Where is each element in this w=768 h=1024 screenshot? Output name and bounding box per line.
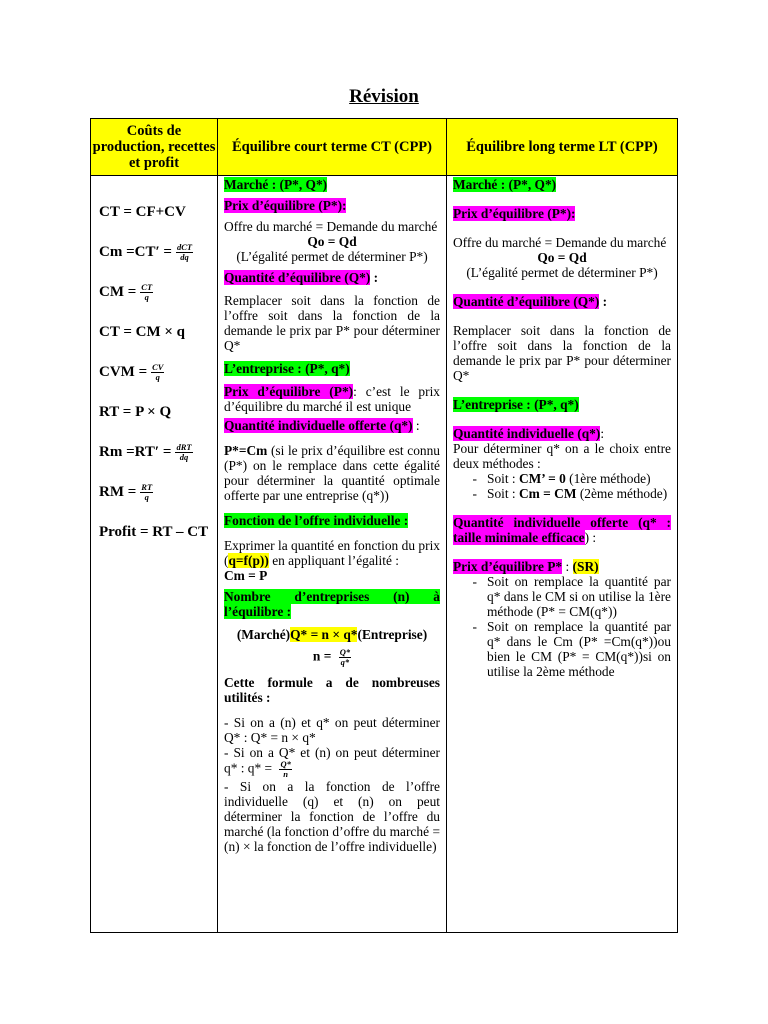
method-2-replace: - Soit on remplace la quantité par q* dans le Cm (P* =Cm(q*))ou bien le CM (P* = CM(q*))si on utilise la 2ème méthode: [472, 619, 671, 679]
equality-note: (L’égalité permet de déterminer P*): [236, 249, 428, 264]
fraction: $\frac{RT}{q}$: [141, 481, 153, 502]
formula-cm-marginal: Cm =CT′ = $\frac{\text{dCT}}{dq}$: [99, 241, 193, 262]
formula-cvm: CVM = $\frac{CV}{q}$: [99, 361, 164, 382]
use-3: - Si on a la fonction de l’offre individuelle (q) et (n) on peut déterminer la fonction de l’offre du marché (la fonction d’offre du marché = (n) × la fonction de l’offre individuelle): [224, 779, 440, 854]
use-2: - Si on a Q* et (n) on peut déterminer q* : q* = $\frac{Q*}{n}$: [224, 745, 440, 779]
fraction: $\frac{CV}{q}$: [152, 361, 164, 382]
q-equals-f-p: q=f(p)): [228, 553, 269, 568]
long-term-column: Marché : (P*, Q*) Prix d’équilibre (P*): Offre du marché = Demande du marché Qo = Qd (L’égalité permet de déterminer P*) Quantité d’équilibre (Q*) : Remplacer soit dans la fonction de l’offre soit dans la fonction de la demande le prix par P* pour déterminer Q* L’entreprise : (P*, q*) Quantité individuelle (q*): Pour déterminer q* on a le choix entre deux méthodes : - Soit : CM’ = 0 (1ère méthode) - Soit : Cm = CM (2ème méthode) Quantité individuelle offerte (q* : taille minimale efficace) : Prix d’équilibre P* : (SR) - Soit on remplace la quantité par q* dans le CM si on utilise la 1ère méthode (P* = CM(q*)) - Soit on remplace la quantité par q* dans le Cm (P* =Cm(q*))ou bien le CM (P* = CM(q*))si on utilise la 2ème méthode: [453, 177, 671, 679]
table-header-row: [91, 119, 677, 176]
supply-demand-text: Offre du marché = Demande du marché: [453, 235, 667, 250]
supply-demand-text: Offre du marché = Demande du marché: [224, 219, 438, 234]
formula-rm-marginal: Rm =RT′ = $\frac{\text{dRT}}{dq}$: [99, 441, 192, 462]
equilibrium-price-label: Prix d’équilibre (P*):: [453, 206, 576, 221]
number-of-firms-label: Nombre d’entreprises (n) à l’équilibre :: [224, 589, 440, 619]
formulas-column: [91, 176, 218, 932]
equilibrium-quantity-label: Quantité d’équilibre (Q*): [453, 294, 600, 309]
firm-label: L’entreprise : (P*, q*): [453, 397, 579, 412]
firm-price-label: Prix d’équilibre (P*): [224, 384, 354, 399]
fraction: $\frac{\text{dCT}}{dq}$: [176, 241, 193, 262]
formula-ct: CT = CF+CV: [99, 203, 186, 220]
formula-cm-average: CM = $\frac{CT}{q}$: [99, 281, 153, 302]
cm-equals-p: Cm = P: [224, 568, 268, 583]
fraction: $\frac{Q*}{q*}$: [339, 647, 351, 667]
equilibrium-price-label: Prix d’équilibre (P*):: [224, 198, 347, 213]
p-equals-cm: P*=Cm: [224, 443, 268, 458]
header-short-term: Équilibre court terme CT (CPP): [218, 119, 447, 175]
header-long-term: Équilibre long terme LT (CPP): [466, 139, 658, 155]
method-2: - Soit : Cm = CM (2ème méthode): [472, 486, 668, 501]
sr-badge: (SR): [572, 559, 599, 574]
equilibrium-quantity-label: Quantité d’équilibre (Q*): [224, 270, 371, 285]
fraction: $\frac{\text{dRT}}{dq}$: [176, 441, 192, 462]
replace-text: Remplacer soit dans la fonction de l’offre soit dans la fonction de la demande le prix par P* pour déterminer Q*: [224, 293, 440, 353]
equality-note: (L’égalité permet de déterminer P*): [466, 265, 658, 280]
market-label: Marché : (P*, Q*): [453, 177, 557, 192]
qo-qd-equation: Qo = Qd: [307, 234, 357, 249]
individual-quantity-label: Quantité individuelle (q*): [453, 426, 601, 441]
formula-profit: Profit = RT – CT: [99, 523, 209, 540]
formula-rt: RT = P × Q: [99, 403, 172, 420]
individual-supply-function-label: Fonction de l’offre individuelle :: [224, 513, 409, 528]
fraction: $\frac{Q*}{n}$: [280, 759, 291, 779]
two-methods-text: Pour déterminer q* on a le choix entre deux méthodes :: [453, 441, 671, 471]
equilibrium-price-p-label: Prix d’équilibre P*: [453, 559, 563, 574]
revision-table: [90, 118, 678, 933]
method-1: - Soit : CM’ = 0 (1ère méthode): [472, 471, 651, 486]
short-term-column: Marché : (P*, Q*) Prix d’équilibre (P*): Offre du marché = Demande du marché Qo = Qd (L’égalité permet de déterminer P*) Quantité d’équilibre (Q*) : Remplacer soit dans la fonction de l’offre soit dans la fonction de la demande le prix par P* pour déterminer Q* L’entreprise : (P*, q*) Prix d’équilibre (P*): c’est le prix d’équilibre du marché il est unique Quantité individuelle offerte (q*) : P*=Cm (si le prix d’équilibre est connu (P*) on le remplace dans cette égalité pour déterminer la quantité optimale offerte par une entreprise (q*)) Fonction de l’offre individuelle : Exprimer la quantité en fonction du prix (q=f(p)) en appliquant l’égalité : Cm = P Nombre d’entreprises (n) à l’équilibre : (Marché)Q* = n × q*(Entreprise) n = $\frac{Q*}{q*}$ Cette formule a de nombreuses utilités : - Si on a (n) et q* on peut déterminer Q* : Q* = n × q* - Si on a Q* et (n) on peut déterminer q* : q* = $\frac{Q*}{n}$ - Si on a la fonction de l’offre individuelle (q) et (n) on peut déterminer la fonction de l’offre du marché (la fonction d’offre du marché = (n) × la fonction de l’offre individuelle): [218, 176, 447, 932]
firm-label: L’entreprise : (P*, q*): [224, 361, 350, 376]
individual-offer-label: Quantité individuelle offerte (q* : taille minimale efficace: [453, 515, 671, 545]
page-title: Révision: [349, 86, 419, 107]
market-label: Marché : (P*, Q*): [224, 177, 328, 192]
formula-ct-cm: CT = CM × q: [99, 323, 185, 340]
qo-qd-equation: Qo = Qd: [537, 250, 587, 265]
fraction: $\frac{CT}{q}$: [141, 281, 153, 302]
formula-rm-average: RM = $\frac{RT}{q}$: [99, 481, 153, 502]
table-body-row: [91, 176, 677, 932]
formula-uses-heading: Cette formule a de nombreuses utilités :: [224, 675, 440, 705]
individual-quantity-label: Quantité individuelle offerte (q*): [224, 418, 413, 433]
use-1: - Si on a (n) et q* on peut déterminer Q* : Q* = n × q*: [224, 715, 440, 745]
replace-text: Remplacer soit dans la fonction de l’offre soit dans la fonction de la demande le prix par P* pour déterminer Q*: [453, 323, 671, 383]
n-equation: n = $\frac{Q*}{q*}$: [312, 647, 351, 667]
header-costs: Coûts de production, recettes et profit: [91, 119, 218, 175]
q-n-q-equation: (Marché)Q* = n × q*(Entreprise): [236, 627, 428, 642]
method-1-replace: - Soit on remplace la quantité par q* dans le CM si on utilise la 1ère méthode (P* = CM(q*)): [472, 574, 671, 619]
